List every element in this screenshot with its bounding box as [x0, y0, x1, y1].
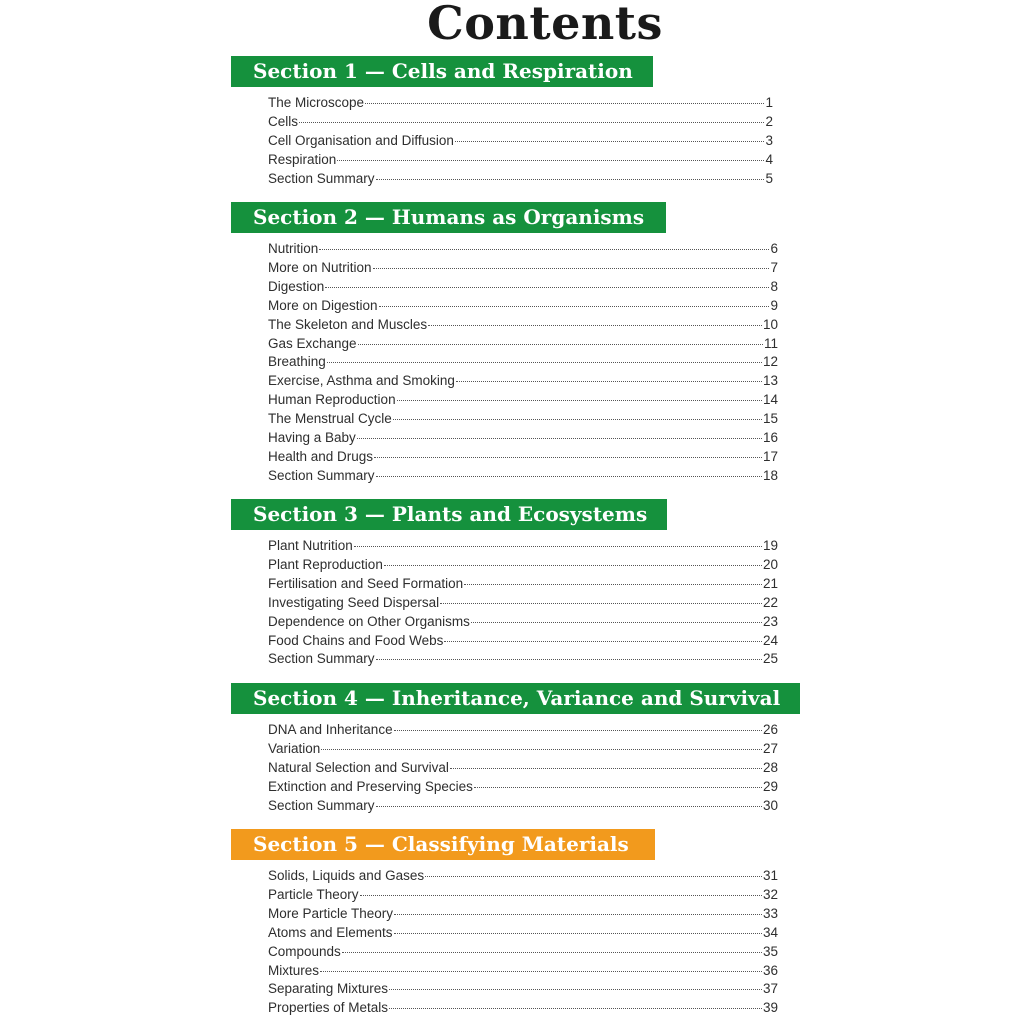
- dot-leader: [321, 749, 762, 750]
- entry-title: The Menstrual Cycle: [268, 411, 392, 427]
- page-number: 26: [762, 722, 778, 737]
- entry-title: Cell Organisation and Diffusion: [268, 132, 454, 148]
- dot-leader: [389, 1008, 762, 1009]
- toc-entry: [268, 758, 778, 777]
- page-number: 13: [762, 373, 778, 389]
- entry-title: Compounds: [268, 943, 341, 959]
- entry-title: Respiration: [268, 151, 337, 167]
- entry-title: Investigating Seed Dispersal: [268, 594, 440, 610]
- dot-leader: [384, 565, 762, 566]
- page-number: 5: [765, 170, 773, 186]
- section-heading: Section 4 — Inheritance, Variance and Survival: [231, 683, 800, 714]
- page-number: 18: [762, 467, 778, 483]
- dot-leader: [360, 895, 762, 896]
- page-number: 9: [770, 297, 778, 313]
- dot-leader: [376, 476, 762, 477]
- entry-title: Human Reproduction: [268, 392, 396, 408]
- toc-entry: [268, 904, 778, 923]
- toc-entry: [268, 885, 778, 904]
- page-number: 7: [770, 259, 778, 275]
- page-number: 24: [762, 632, 778, 648]
- entry-title: Breathing: [268, 354, 326, 370]
- dot-leader: [325, 287, 769, 288]
- page-number: 25: [762, 651, 778, 667]
- dot-leader: [337, 160, 764, 161]
- dot-leader: [393, 419, 762, 420]
- entry-title: The Microscope: [268, 95, 365, 110]
- page-number: 4: [765, 151, 773, 167]
- dot-leader: [374, 457, 762, 458]
- entry-title: Exercise, Asthma and Smoking: [268, 373, 455, 389]
- dot-leader: [428, 325, 762, 326]
- entry-title: The Skeleton and Muscles: [268, 316, 428, 332]
- page-number: 29: [762, 778, 778, 794]
- toc-entry: [268, 409, 778, 428]
- page-number: 23: [762, 613, 778, 629]
- toc-entry: [268, 352, 778, 371]
- page-number: 19: [762, 538, 778, 553]
- entry-title: Section Summary: [268, 797, 375, 813]
- dot-leader: [474, 787, 762, 788]
- toc-entry: [268, 277, 778, 296]
- toc-entry: [268, 998, 778, 1017]
- page-number: 12: [762, 354, 778, 370]
- entry-title: Separating Mixtures: [268, 981, 389, 997]
- page-number: 17: [762, 448, 778, 464]
- page-number: 28: [762, 759, 778, 775]
- entry-title: Natural Selection and Survival: [268, 759, 449, 775]
- page-number: 14: [762, 392, 778, 408]
- page-number: 15: [762, 411, 778, 427]
- page-number: 36: [762, 962, 778, 978]
- entry-title: Plant Reproduction: [268, 556, 383, 572]
- entry-title: More Particle Theory: [268, 905, 394, 921]
- dot-leader: [299, 122, 764, 123]
- dot-leader: [444, 641, 762, 642]
- page-number: 10: [762, 316, 778, 332]
- toc-entry: [268, 593, 778, 612]
- toc-entry: [268, 258, 778, 277]
- dot-leader: [471, 622, 762, 623]
- page-number: 32: [762, 886, 778, 902]
- dot-leader: [397, 400, 762, 401]
- section-heading: Section 1 — Cells and Respiration: [231, 56, 653, 87]
- page-number: 33: [762, 905, 778, 921]
- page-number: 39: [762, 1000, 778, 1016]
- toc-entry: [268, 150, 773, 169]
- dot-leader: [376, 179, 765, 180]
- page-number: 6: [770, 241, 778, 256]
- dot-leader: [425, 876, 762, 877]
- section-heading: Section 5 — Classifying Materials: [231, 829, 655, 860]
- page-number: 30: [762, 797, 778, 813]
- toc-entry: [268, 334, 778, 353]
- toc-entry: [268, 555, 778, 574]
- entry-title: Properties of Metals: [268, 1000, 389, 1016]
- toc-entry: [268, 649, 778, 668]
- dot-leader: [440, 603, 762, 604]
- entry-title: Solids, Liquids and Gases: [268, 868, 425, 883]
- toc-entry: [268, 574, 778, 593]
- dot-leader: [327, 362, 762, 363]
- dot-leader: [319, 249, 769, 250]
- section-heading: Section 2 — Humans as Organisms: [231, 202, 666, 233]
- dot-leader: [456, 381, 762, 382]
- page-number: 2: [765, 113, 773, 129]
- entry-title: Section Summary: [268, 651, 375, 667]
- page-number: 3: [765, 132, 773, 148]
- dot-leader: [373, 268, 770, 269]
- entry-title: Digestion: [268, 278, 325, 294]
- entry-title: Nutrition: [268, 241, 319, 256]
- toc-entry: [268, 612, 778, 631]
- entry-title: More on Nutrition: [268, 259, 372, 275]
- entry-title: Cells: [268, 113, 299, 129]
- page-number: 22: [762, 594, 778, 610]
- toc-entry: [268, 631, 778, 650]
- entry-title: More on Digestion: [268, 297, 378, 313]
- entry-title: DNA and Inheritance: [268, 722, 393, 737]
- dot-leader: [394, 730, 762, 731]
- entry-title: Dependence on Other Organisms: [268, 613, 470, 629]
- toc-entry: [268, 296, 778, 315]
- toc-entry: [268, 866, 778, 885]
- page-title: Contents: [427, 0, 663, 50]
- entry-title: Section Summary: [268, 170, 375, 186]
- entry-title: Plant Nutrition: [268, 538, 353, 553]
- toc-entry: [268, 923, 778, 942]
- page-number: 21: [762, 575, 778, 591]
- entry-title: Health and Drugs: [268, 448, 374, 464]
- dot-leader: [357, 438, 762, 439]
- toc-entry: [268, 169, 773, 188]
- toc-entry: [268, 131, 773, 150]
- toc-entry: [268, 93, 773, 112]
- dot-leader: [376, 806, 762, 807]
- entry-title: Particle Theory: [268, 886, 359, 902]
- toc-entry: [268, 942, 778, 961]
- entry-title: Atoms and Elements: [268, 924, 393, 940]
- entry-title: Gas Exchange: [268, 335, 357, 351]
- toc-entry: [268, 777, 778, 796]
- toc-entry: [268, 428, 778, 447]
- toc-entry: [268, 112, 773, 131]
- dot-leader: [379, 306, 770, 307]
- toc-entry: [268, 796, 778, 815]
- entry-title: Extinction and Preserving Species: [268, 778, 473, 794]
- page-number: 8: [770, 278, 778, 294]
- toc-entry: [268, 979, 778, 998]
- toc-entry: [268, 961, 778, 980]
- entry-title: Variation: [268, 740, 321, 756]
- page-number: 16: [762, 430, 778, 445]
- toc-entry: [268, 239, 778, 258]
- dot-leader: [342, 952, 762, 953]
- page-number: 11: [763, 335, 778, 351]
- dot-leader: [365, 103, 764, 104]
- toc-entry: [268, 536, 778, 555]
- toc-entry: [268, 720, 778, 739]
- dot-leader: [389, 989, 762, 990]
- dot-leader: [394, 914, 762, 915]
- toc-entry: [268, 447, 778, 466]
- toc-entry: [268, 371, 778, 390]
- page-number: 27: [762, 740, 778, 756]
- entry-title: Food Chains and Food Webs: [268, 632, 444, 648]
- dot-leader: [358, 344, 763, 345]
- page-number: 31: [762, 868, 778, 883]
- page-number: 20: [762, 556, 778, 572]
- section-heading: Section 3 — Plants and Ecosystems: [231, 499, 667, 530]
- dot-leader: [354, 546, 762, 547]
- dot-leader: [376, 659, 762, 660]
- dot-leader: [455, 141, 765, 142]
- page-number: 1: [765, 95, 773, 110]
- toc-entry: [268, 466, 778, 485]
- entry-title: Mixtures: [268, 962, 320, 978]
- toc-entry: [268, 390, 778, 409]
- dot-leader: [450, 768, 762, 769]
- dot-leader: [394, 933, 762, 934]
- dot-leader: [320, 971, 762, 972]
- entry-title: Having a Baby: [268, 430, 356, 445]
- page-number: 34: [762, 924, 778, 940]
- toc-entry: [268, 315, 778, 334]
- page-number: 37: [762, 981, 778, 997]
- entry-title: Section Summary: [268, 467, 375, 483]
- page-number: 35: [762, 943, 778, 959]
- dot-leader: [464, 584, 762, 585]
- toc-entry: [268, 739, 778, 758]
- entry-title: Fertilisation and Seed Formation: [268, 575, 464, 591]
